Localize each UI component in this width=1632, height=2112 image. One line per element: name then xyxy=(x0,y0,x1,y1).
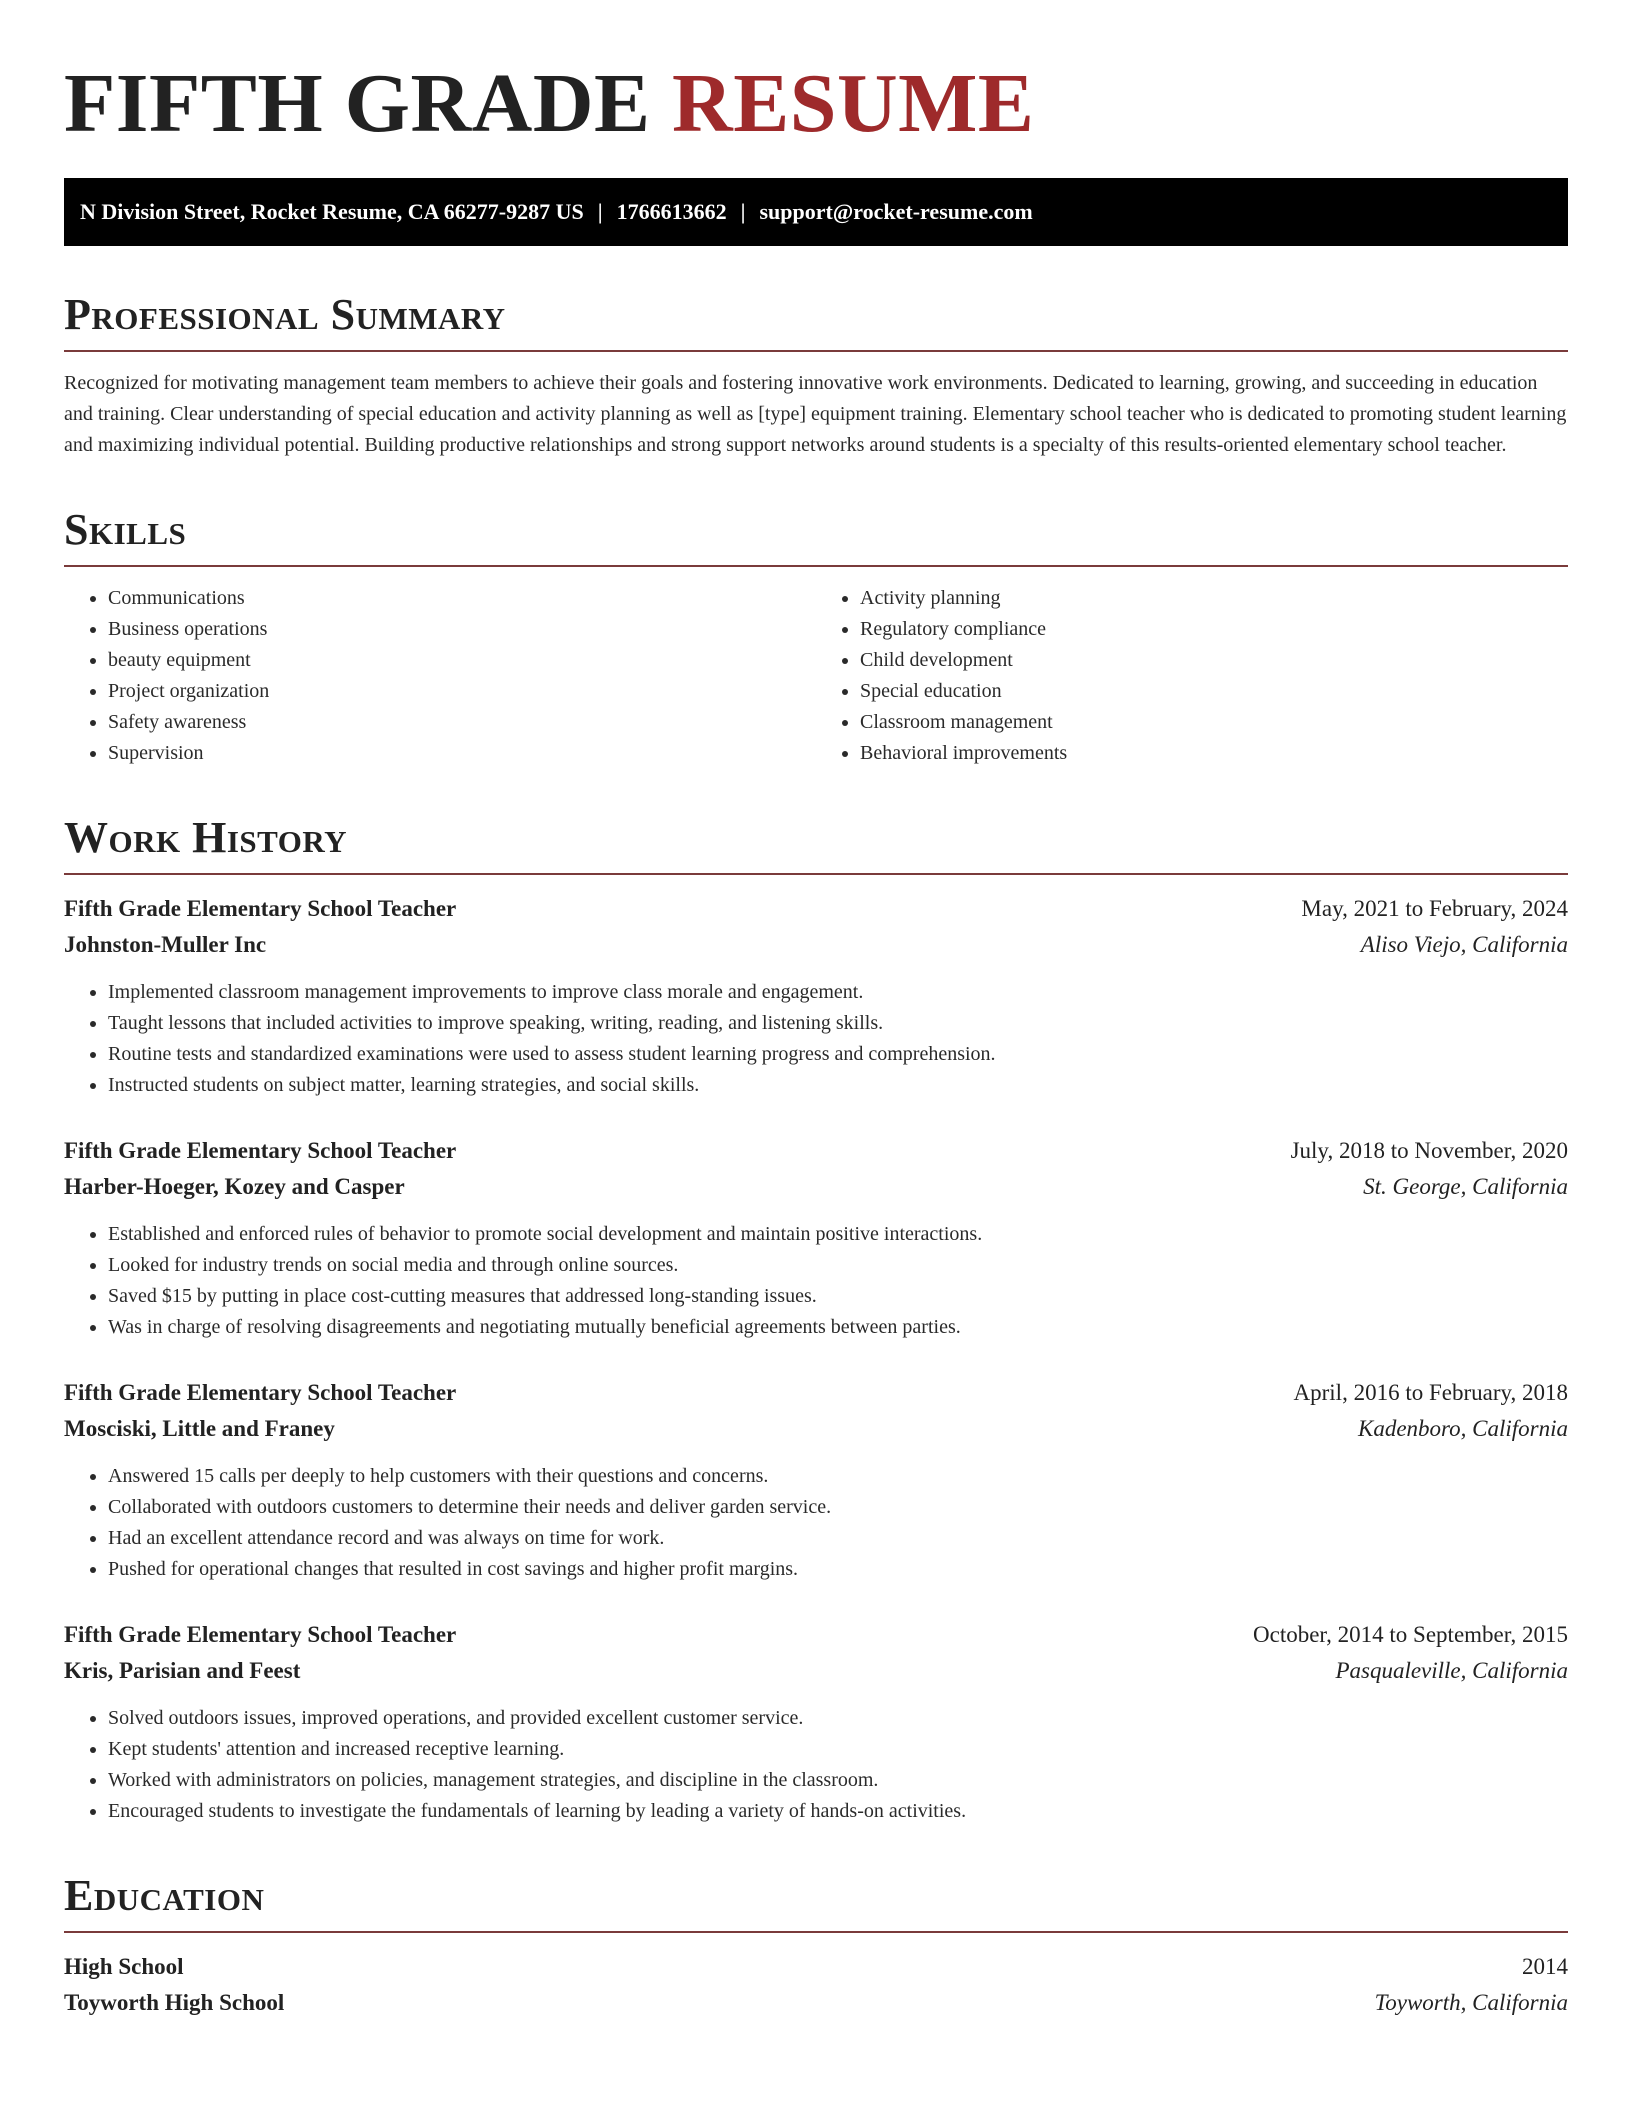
job-dates: April, 2016 to February, 2018 xyxy=(1293,1380,1568,1405)
work-history-section xyxy=(64,813,1568,1827)
contact-address: N Division Street, Rocket Resume, CA 66277-9287 US xyxy=(80,199,584,224)
job-bullet: • Answered 15 calls per deeply to help customers with their questions and concerns. xyxy=(108,1461,1568,1492)
contact-email: support@rocket-resume.com xyxy=(759,199,1033,224)
job-bullet: • Was in charge of resolving disagreements and negotiating mutually beneficial agreements between parties. xyxy=(108,1312,1568,1343)
job-bullet: • Looked for industry trends on social media and through online sources. xyxy=(108,1250,1568,1281)
job-location: Aliso Viejo, California xyxy=(1360,932,1568,957)
skills-heading: Skills xyxy=(64,505,1568,567)
job-title: Fifth Grade Elementary School Teacher xyxy=(64,896,457,921)
summary-section xyxy=(64,290,1568,461)
job-entry xyxy=(64,1617,1568,1827)
education-location: Toyworth, California xyxy=(1374,1990,1568,2015)
job-company: Harber-Hoeger, Kozey and Casper xyxy=(64,1174,405,1199)
job-bullets xyxy=(64,977,1568,1101)
skill-item: • Behavioral improvements xyxy=(860,738,1568,769)
job-bullets xyxy=(64,1703,1568,1827)
skills-list-left xyxy=(64,583,816,769)
job-company: Kris, Parisian and Feest xyxy=(64,1658,301,1683)
title-accent: RESUME xyxy=(672,57,1035,150)
job-bullets xyxy=(64,1461,1568,1585)
skill-item: • Child development xyxy=(860,645,1568,676)
summary-text: Recognized for motivating management team members to achieve their goals and fostering innovative work environments. Dedicated to learning, growing, and succeeding in education and training. Clear understanding of special education and activity planning as well as [type] equipment training. Elementary school teacher who is dedicated to promoting student learning and maximizing individual potential. Building productive relationships and strong support networks around students is a specialty of this results-oriented elementary school teacher. xyxy=(64,372,1567,456)
job-entry xyxy=(64,1375,1568,1585)
skills-grid xyxy=(64,583,1568,769)
skill-item: • Activity planning xyxy=(860,583,1568,614)
job-bullet: • Implemented classroom management improvements to improve class morale and engagement. xyxy=(108,977,1568,1008)
skills-section xyxy=(64,505,1568,769)
job-bullet: • Solved outdoors issues, improved operations, and provided excellent customer service. xyxy=(108,1703,1568,1734)
contact-separator: | xyxy=(597,199,603,224)
job-title: Fifth Grade Elementary School Teacher xyxy=(64,1622,457,1647)
skill-item: • Communications xyxy=(108,583,816,614)
job-bullet: • Instructed students on subject matter, learning strategies, and social skills. xyxy=(108,1070,1568,1101)
education-section xyxy=(64,1871,1568,2021)
job-dates: October, 2014 to September, 2015 xyxy=(1253,1622,1568,1647)
contact-phone: 1766613662 xyxy=(616,199,727,224)
job-bullet: • Worked with administrators on policies, management strategies, and discipline in the classroom. xyxy=(108,1765,1568,1796)
skill-item: • beauty equipment xyxy=(108,645,816,676)
job-bullet: • Kept students' attention and increased receptive learning. xyxy=(108,1734,1568,1765)
education-entry xyxy=(64,1949,1568,2021)
skill-item: • Supervision xyxy=(108,738,816,769)
job-company: Johnston-Muller Inc xyxy=(64,932,267,957)
work-history-heading: Work History xyxy=(64,813,1568,875)
job-company: Mosciski, Little and Franey xyxy=(64,1416,335,1441)
job-bullet: • Had an excellent attendance record and was always on time for work. xyxy=(108,1523,1568,1554)
job-bullet: • Taught lessons that included activities to improve speaking, writing, reading, and listening skills. xyxy=(108,1008,1568,1039)
job-dates: May, 2021 to February, 2024 xyxy=(1301,896,1568,921)
job-entry xyxy=(64,1133,1568,1343)
contact-bar xyxy=(64,178,1568,246)
skill-item: • Business operations xyxy=(108,614,816,645)
job-location: St. George, California xyxy=(1363,1174,1568,1199)
education-school: Toyworth High School xyxy=(64,1990,285,2015)
job-dates: July, 2018 to November, 2020 xyxy=(1290,1138,1568,1163)
job-location: Pasqualeville, California xyxy=(1335,1658,1568,1683)
skills-list-right xyxy=(816,583,1568,769)
job-location: Kadenboro, California xyxy=(1358,1416,1568,1441)
contact-separator: | xyxy=(740,199,746,224)
job-bullet: • Saved $15 by putting in place cost-cutting measures that addressed long-standing issues. xyxy=(108,1281,1568,1312)
job-bullets xyxy=(64,1219,1568,1343)
education-degree: High School xyxy=(64,1954,184,1979)
summary-heading: Professional Summary xyxy=(64,290,1568,352)
resume-title xyxy=(64,56,1568,152)
job-bullet: • Routine tests and standardized examinations were used to assess student learning progress and comprehension. xyxy=(108,1039,1568,1070)
skill-item: • Classroom management xyxy=(860,707,1568,738)
job-title: Fifth Grade Elementary School Teacher xyxy=(64,1380,457,1405)
skill-item: • Project organization xyxy=(108,676,816,707)
job-bullet: • Established and enforced rules of behavior to promote social development and maintain positive interactions. xyxy=(108,1219,1568,1250)
job-entry xyxy=(64,891,1568,1101)
skill-item: • Safety awareness xyxy=(108,707,816,738)
title-main: FIFTH GRADE xyxy=(64,57,651,150)
education-heading: Education xyxy=(64,1871,1568,1933)
education-year: 2014 xyxy=(1522,1954,1568,1979)
skill-item: • Regulatory compliance xyxy=(860,614,1568,645)
job-bullet: • Collaborated with outdoors customers to determine their needs and deliver garden service. xyxy=(108,1492,1568,1523)
job-bullet: • Encouraged students to investigate the fundamentals of learning by leading a variety of hands-on activities. xyxy=(108,1796,1568,1827)
job-bullet: • Pushed for operational changes that resulted in cost savings and higher profit margins. xyxy=(108,1554,1568,1585)
job-title: Fifth Grade Elementary School Teacher xyxy=(64,1138,457,1163)
skill-item: • Special education xyxy=(860,676,1568,707)
